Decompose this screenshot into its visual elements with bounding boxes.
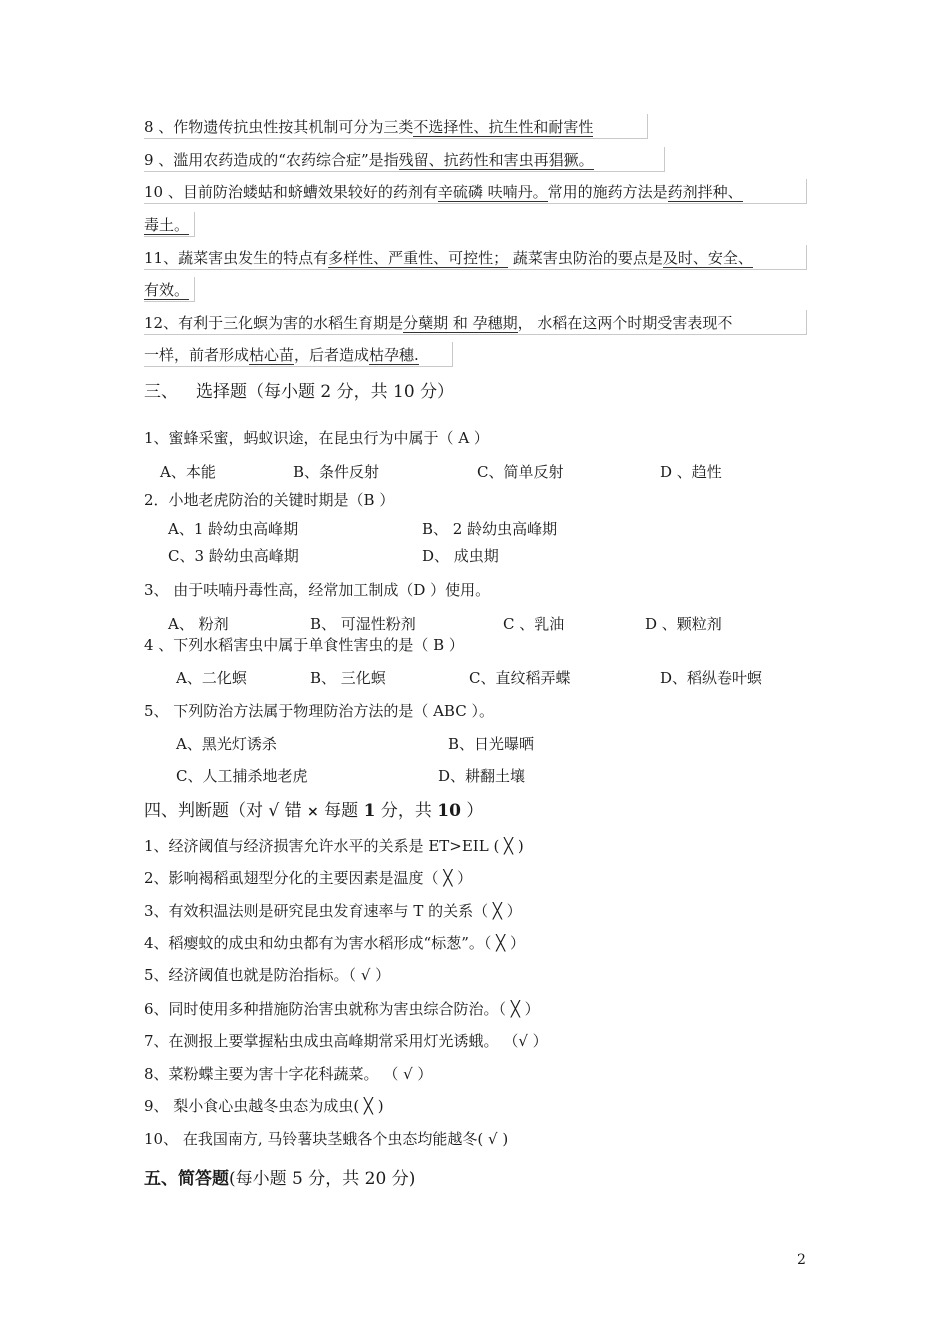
section-heading-multiple-choice: 三、 选择题（每小题 2 分，共 10 分）: [144, 382, 455, 402]
tf-item-7: 7、在测报上要掌握粘虫成虫高峰期常采用灯光诱蛾。 （√ ）: [144, 1032, 548, 1050]
tf-item-4: 4、稻瘿蚊的成虫和幼虫都有为害水稻形成“标葱”。（ ╳ ）: [144, 934, 525, 952]
cross-mark-icon: ×: [307, 804, 319, 820]
tf-item-6: 6、同时使用多种措施防治害虫就称为害虫综合防治。（ ╳ ）: [144, 1000, 540, 1018]
answer-blank: 多样性、严重性、可控性；: [328, 249, 509, 267]
mc-option: C、3 龄幼虫高峰期: [168, 547, 299, 565]
tf-item-1: 1、经济阈值与经济损害允许水平的关系是 ET>EIL ( ╳ ): [144, 837, 524, 855]
mc-option: D 、趋性: [660, 463, 722, 481]
mc-option: C 、乳油: [503, 615, 565, 633]
answer-blank: 残留、抗药性和害虫再猖獗。: [398, 151, 594, 169]
answer-blank: 毒土。: [144, 216, 190, 234]
fill-line-10-cont: [144, 214, 189, 235]
mc-option: D 、颗粒剂: [645, 615, 722, 633]
mc-option: B、 2 龄幼虫高峰期: [422, 520, 558, 538]
mc-option: A、 粉剂: [168, 615, 229, 633]
mc-option: C、人工捕杀地老虎: [176, 767, 308, 785]
tf-item-5: 5、经济阈值也就是防治指标。（ √ ）: [144, 966, 391, 984]
mc-question-3: 3、 由于呋喃丹毒性高，经常加工制成（D ）使用。: [144, 581, 491, 599]
mc-option: B、 三化螟: [310, 669, 386, 687]
answer-blank: 分蘖期 和 孕穗期: [403, 314, 518, 332]
mc-option: D、 成虫期: [422, 547, 499, 565]
mc-option: B、日光曝晒: [448, 735, 535, 753]
mc-option: B、 可湿性粉剂: [310, 615, 416, 633]
mc-question-4: 4 、下列水稻害虫中属于单食性害虫的是（ B ）: [144, 636, 464, 654]
answer-blank: 不选择性、抗生性和耐害性: [413, 118, 594, 136]
answer-blank: 枯孕穗.: [369, 346, 419, 364]
tf-item-3: 3、有效积温法则是研究昆虫发育速率与 T 的关系（ ╳ ）: [144, 902, 522, 920]
mc-option: D、稻纵卷叶螟: [660, 669, 763, 687]
mc-option: D、耕翻土壤: [438, 767, 526, 785]
answer-blank: 有效。: [144, 281, 190, 299]
section-heading-short-answer: 五、简答题(每小题 5 分，共 20 分): [144, 1169, 416, 1189]
fill-line-8: 8 、作物遗传抗虫性按其机制可分为三类不选择性、抗生性和耐害性: [144, 118, 594, 136]
mc-question-2: 2．小地老虎防治的关键时期是（B ）: [144, 491, 395, 509]
fill-line-9: 9 、滥用农药造成的“农药综合症”是指残留、抗药性和害虫再猖獗。: [144, 151, 594, 169]
page-number: 2: [797, 1252, 806, 1268]
mc-option: A、黑光灯诱杀: [176, 735, 277, 753]
fill-line-11-cont: [144, 279, 189, 300]
mc-option: C、直纹稻弄蝶: [469, 669, 571, 687]
mc-option: C、简单反射: [477, 463, 564, 481]
answer-blank: 药剂拌种、: [667, 183, 743, 201]
answer-blank: 及时、安全、: [662, 249, 753, 267]
fill-line-12: 12、有利于三化螟为害的水稻生育期是分蘖期 和 孕穗期， 水稻在这两个时期受害表现不: [144, 314, 733, 332]
fill-line-12-cont: 一样，前者形成枯心苗，后者造成枯孕穗.: [144, 346, 419, 364]
fill-line-11: 11、蔬菜害虫发生的特点有多样性、严重性、可控性； 蔬菜害虫防治的要点是及时、安全、: [144, 249, 753, 267]
mc-question-5: 5、 下列防治方法属于物理防治方法的是（ ABC ）。: [144, 702, 494, 720]
tf-item-10: 10、 在我国南方, 马铃薯块茎蛾各个虫态均能越冬( √ ): [144, 1130, 509, 1148]
fill-line-10: 10 、目前防治蝼蛄和蛴螬效果较好的药剂有辛硫磷 呋喃丹。常用的施药方法是药剂拌种、: [144, 183, 743, 201]
mc-question-1: 1、蜜蜂采蜜，蚂蚁识途，在昆虫行为中属于（ A ）: [144, 429, 489, 447]
mc-option: B、条件反射: [293, 463, 380, 481]
answer-blank: 枯心苗: [249, 346, 295, 364]
mc-option: A、二化螟: [176, 669, 247, 687]
mc-option: A、本能: [160, 463, 216, 481]
tf-item-8: 8、菜粉蝶主要为害十字花科蔬菜。 （ √ ）: [144, 1065, 433, 1083]
section-heading-true-false: 四、判断题（对 √ 错 × 每题 1 分，共 10 ）: [144, 801, 484, 821]
answer-blank: 辛硫磷 呋喃丹。: [437, 183, 548, 201]
tf-item-9: 9、 梨小食心虫越冬虫态为成虫( ╳ ): [144, 1097, 384, 1115]
tf-item-2: 2、影响褐稻虱翅型分化的主要因素是温度（ ╳ ）: [144, 869, 473, 887]
mc-option: A、1 龄幼虫高峰期: [168, 520, 299, 538]
